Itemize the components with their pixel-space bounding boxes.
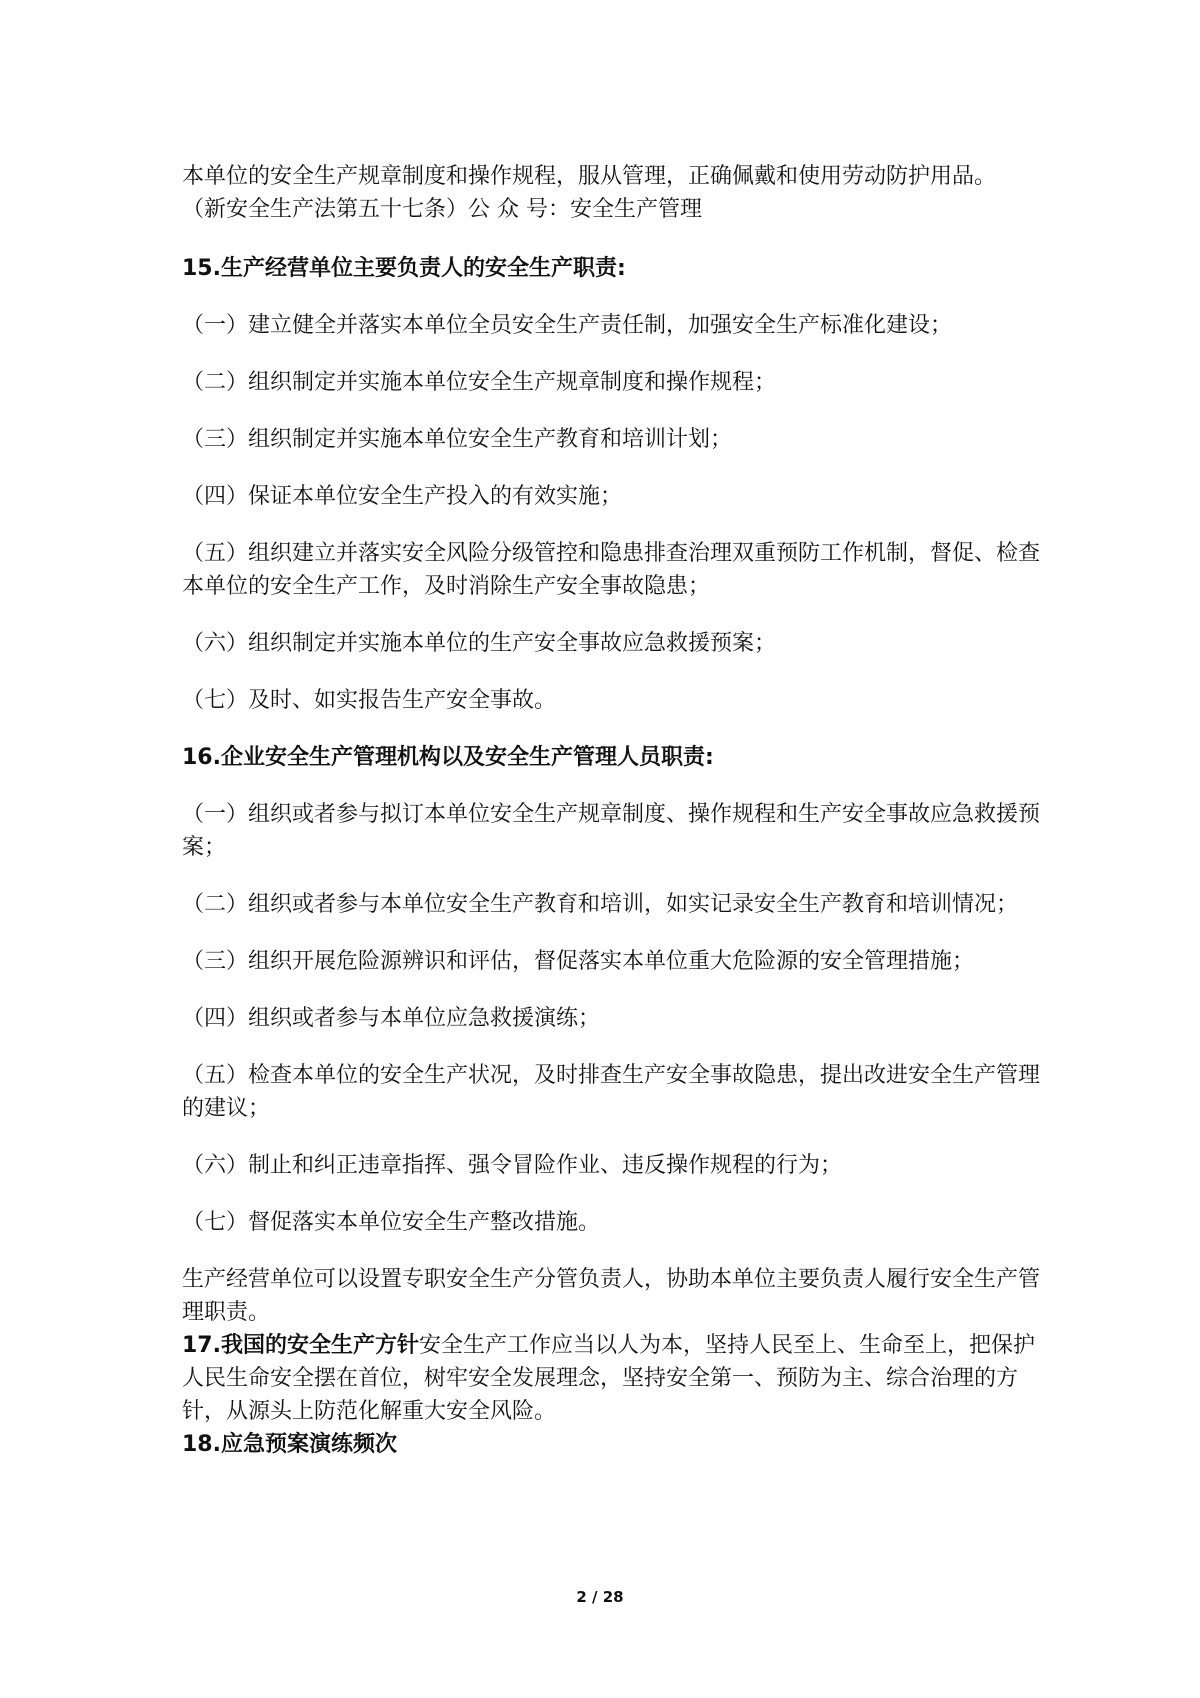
section-16-item-6: （六）制止和纠正违章指挥、强令冒险作业、违反操作规程的行为； [182,1153,843,1178]
section-17-body: 安全生产工作应当以人为本，坚持人民至上、生命至上，把保护人民生命安全摆在首位，树牢安全发展理念，坚持安全第一、预防为主、综合治理的方针，从源头上防范化解重大安全风险。 [182,1333,1035,1424]
section-15-heading: 15.生产经营单位主要负责人的安全生产职责: [182,256,626,281]
intro-text-line-1: 本单位的安全生产规章制度和操作规程，服从管理，正确佩戴和使用劳动防护用品。 [182,164,997,189]
section-16-item-2: （二）组织或者参与本单位安全生产教育和培训，如实记录安全生产教育和培训情况； [182,892,1019,917]
section-16-item-7: （七）督促落实本单位安全生产整改措施。 [182,1210,601,1235]
section-15-item-3: （三）组织制定并实施本单位安全生产教育和培训计划； [182,427,733,452]
document-body [182,160,1042,1461]
section-16-closing: 生产经营单位可以设置专职安全生产分管负责人，协助本单位主要负责人履行安全生产管理职责。 [182,1267,1041,1325]
section-16-item-1: （一）组织或者参与拟订本单位安全生产规章制度、操作规程和生产安全事故应急救援预案； [182,802,1041,860]
page-number: 2 / 28 [576,1588,624,1606]
section-16-item-3: （三）组织开展危险源辨识和评估，督促落实本单位重大危险源的安全管理措施； [182,949,975,974]
section-16-heading: 16.企业安全生产管理机构以及安全生产管理人员职责: [182,745,714,770]
section-15-item-6: （六）组织制定并实施本单位的生产安全事故应急救援预案； [182,631,777,656]
section-16-item-4: （四）组织或者参与本单位应急救援演练； [182,1006,601,1031]
section-18-heading: 18.应急预案演练频次 [182,1432,397,1457]
section-15-item-7: （七）及时、如实报告生产安全事故。 [182,688,557,713]
section-15-item-5: （五）组织建立并落实安全风险分级管控和隐患排查治理双重预防工作机制，督促、检查本单位的安全生产工作，及时消除生产安全事故隐患； [182,541,1041,599]
intro-text-line-2: （新安全生产法第五十七条）公 众 号：安全生产管理 [182,197,702,222]
section-17-heading: 17.我国的安全生产方针 [182,1333,419,1358]
section-15-item-2: （二）组织制定并实施本单位安全生产规章制度和操作规程； [182,370,777,395]
section-17-paragraph [182,1329,1042,1428]
section-15-item-1: （一）建立健全并落实本单位全员安全生产责任制，加强安全生产标准化建设； [182,313,953,338]
section-15-item-4: （四）保证本单位安全生产投入的有效实施； [182,484,623,509]
section-16-item-5: （五）检查本单位的安全生产状况，及时排查生产安全事故隐患，提出改进安全生产管理的建议； [182,1063,1041,1121]
